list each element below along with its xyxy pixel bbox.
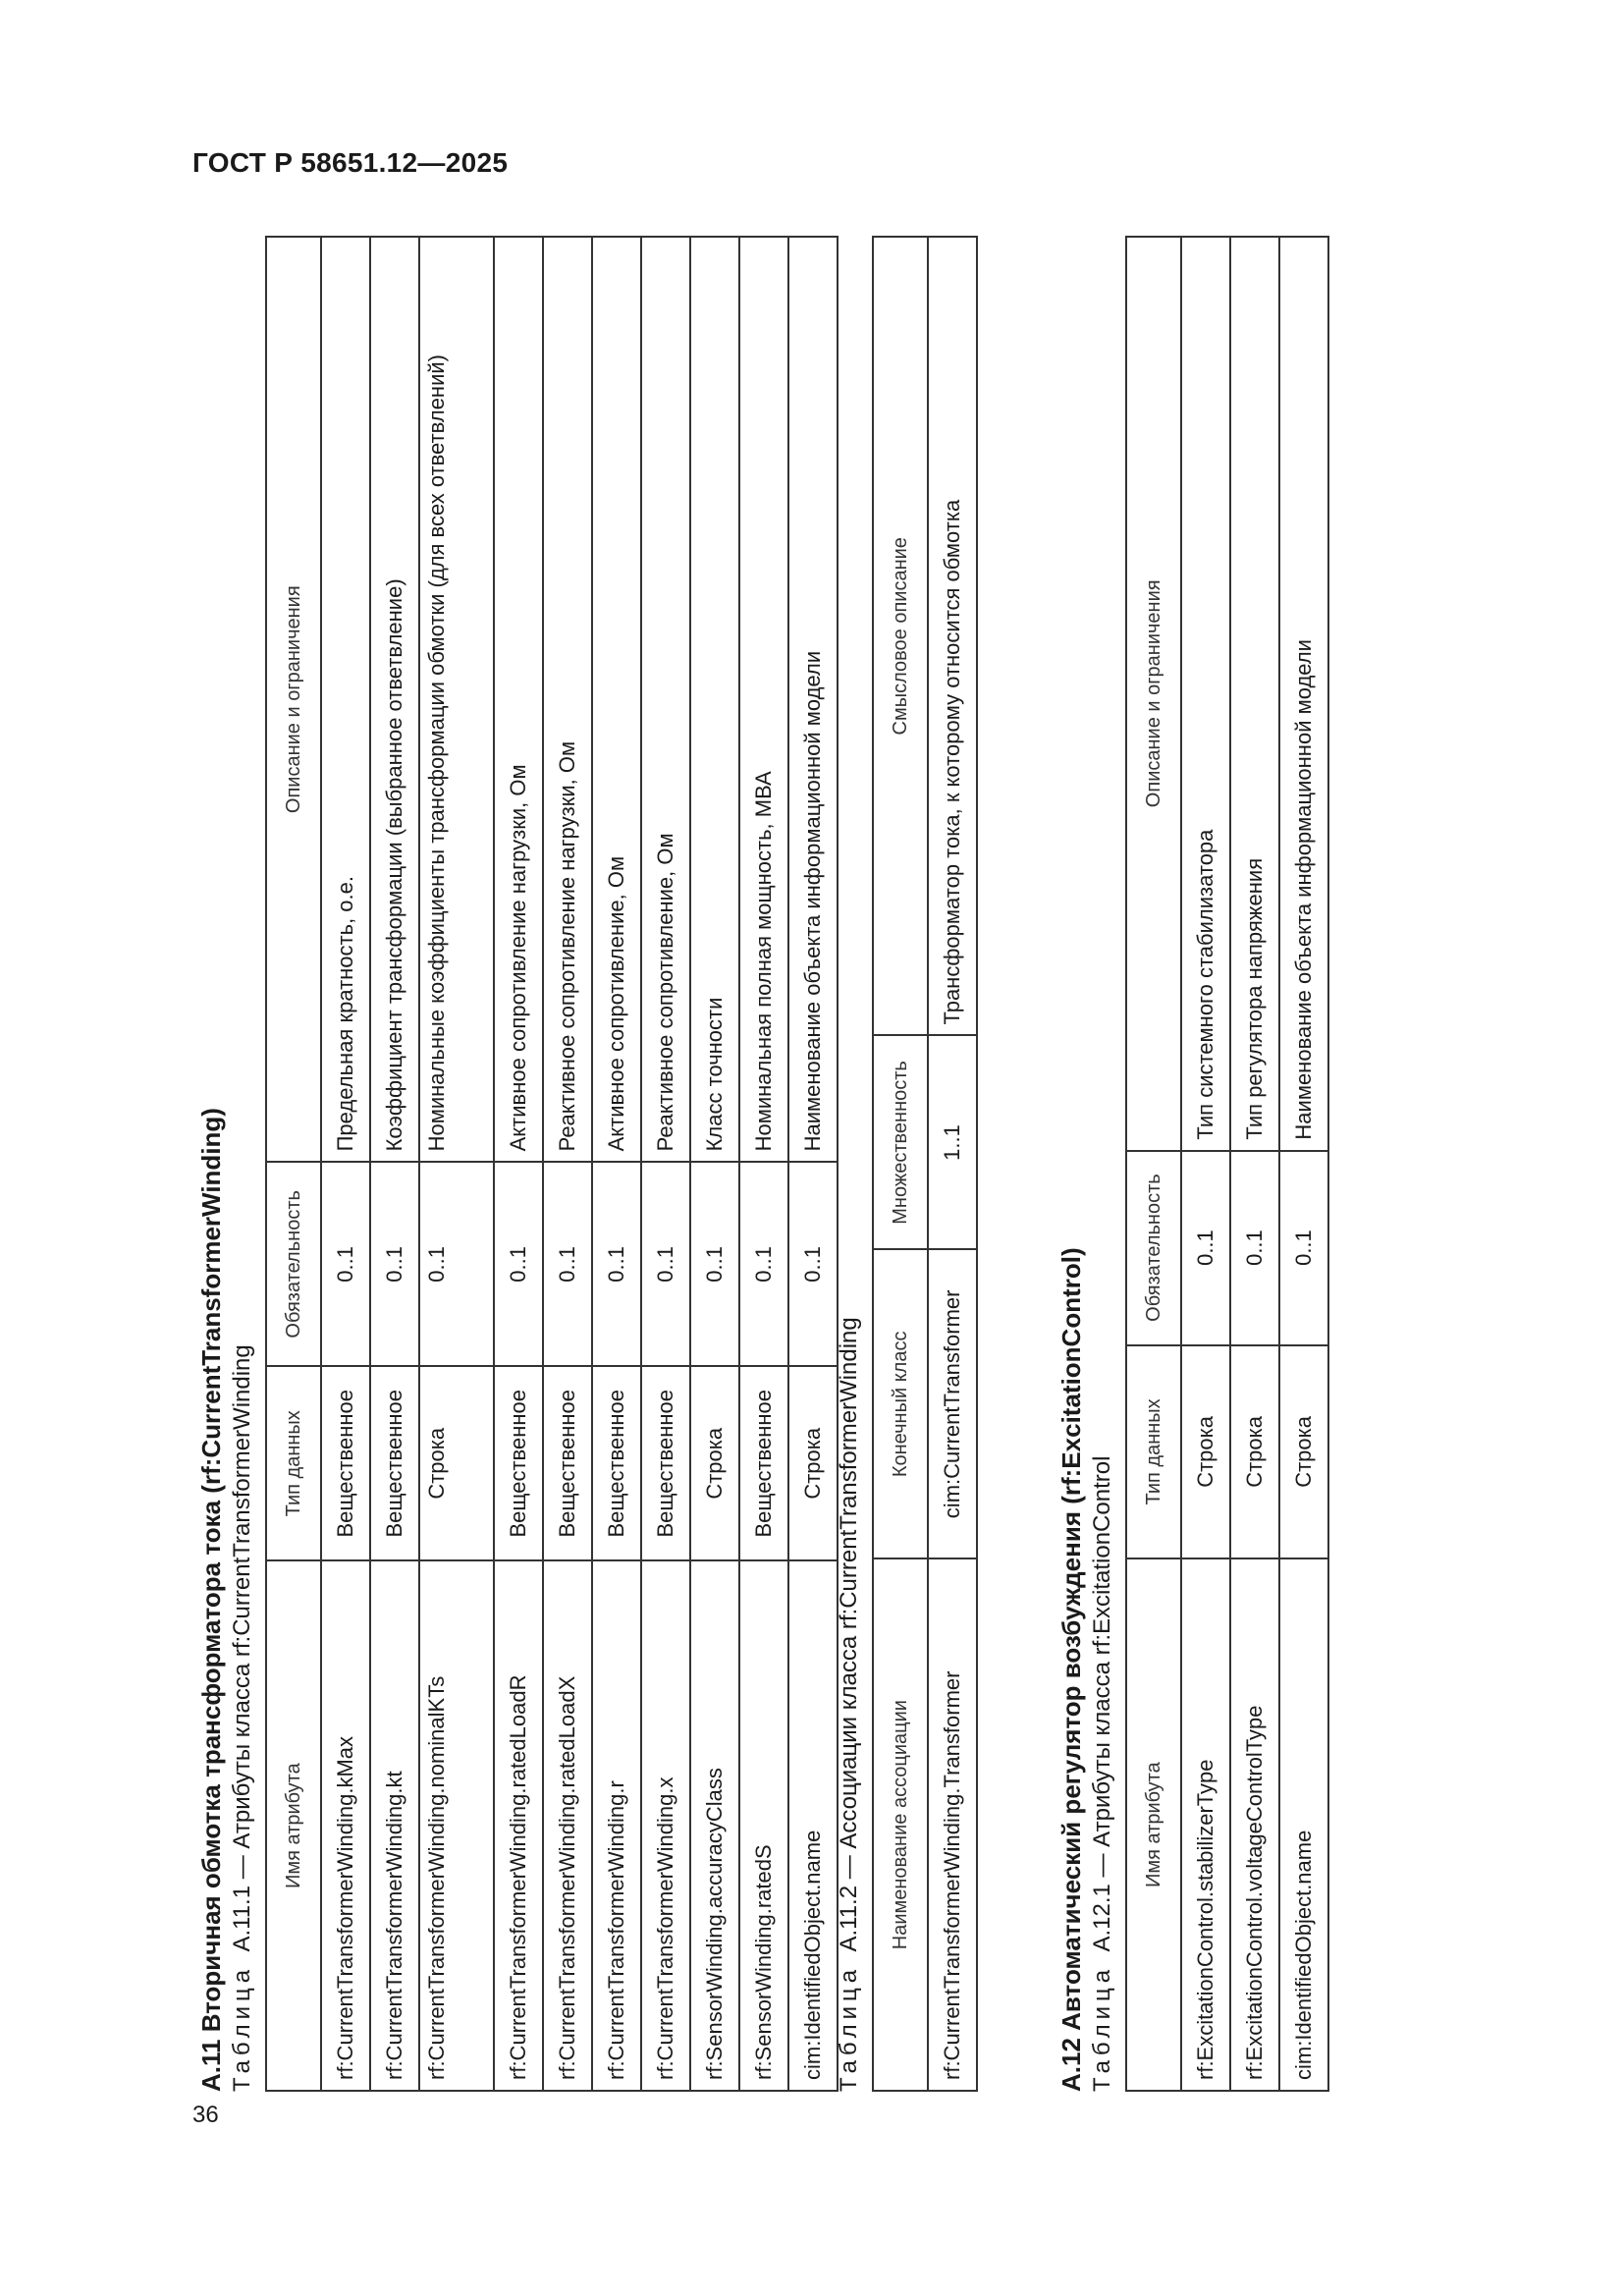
caption-text: А.11.1 — Атрибуты класса rf:CurrentTransformerWinding bbox=[229, 1344, 255, 1952]
table-row bbox=[1279, 237, 1328, 2091]
table-row bbox=[928, 237, 977, 2091]
description-cell: Предельная кратность, о.е. bbox=[321, 237, 370, 1162]
description-cell: Номинальные коэффициенты трансформации обмотки (для всех ответвлений) bbox=[419, 237, 494, 1162]
data-type-cell: Вещественное bbox=[641, 1366, 690, 1560]
data-type-cell: Вещественное bbox=[592, 1366, 641, 1560]
attribute-name-cell: rf:ExcitationControl.stabilizerType bbox=[1181, 1558, 1230, 2091]
column-header: Смысловое описание bbox=[873, 237, 928, 1036]
table-caption bbox=[835, 236, 864, 2092]
caption-prefix: Таблица bbox=[229, 1964, 255, 2092]
attribute-name-cell: rf:CurrentTransformerWinding.kMax bbox=[321, 1560, 370, 2091]
column-header: Имя атрибута bbox=[266, 1560, 321, 2091]
page-number: 36 bbox=[192, 2102, 219, 2128]
associations-table-a11-2 bbox=[872, 236, 978, 2092]
table-row bbox=[543, 237, 592, 2091]
data-type-cell: Вещественное bbox=[739, 1366, 788, 1560]
table-row bbox=[494, 237, 543, 2091]
attribute-name-cell: rf:CurrentTransformerWinding.nominalKTs bbox=[419, 1560, 494, 2091]
table-row bbox=[1181, 237, 1230, 2091]
multiplicity-cell: 0..1 bbox=[419, 1162, 494, 1366]
data-type-cell: Строка bbox=[690, 1366, 739, 1560]
data-type-cell: Строка bbox=[1230, 1345, 1279, 1559]
description-cell: Реактивное сопротивление нагрузки, Ом bbox=[543, 237, 592, 1162]
attribute-name-cell: rf:CurrentTransformerWinding.ratedLoadR bbox=[494, 1560, 543, 2091]
attributes-table-a11-1 bbox=[265, 236, 839, 2092]
target-class-cell: cim:CurrentTransformer bbox=[928, 1249, 977, 1558]
description-cell: Коэффициент трансформации (выбранное ответвление) bbox=[370, 237, 419, 1162]
table-row bbox=[641, 237, 690, 2091]
attribute-name-cell: rf:CurrentTransformerWinding.ratedLoadX bbox=[543, 1560, 592, 2091]
multiplicity-cell: 0..1 bbox=[370, 1162, 419, 1366]
data-type-cell: Строка bbox=[419, 1366, 494, 1560]
data-type-cell: Вещественное bbox=[321, 1366, 370, 1560]
table-row bbox=[370, 237, 419, 2091]
attribute-name-cell: rf:ExcitationControl.voltageControlType bbox=[1230, 1558, 1279, 2091]
column-header: Конечный класс bbox=[873, 1249, 928, 1558]
multiplicity-cell: 1..1 bbox=[928, 1036, 977, 1250]
table-row bbox=[788, 237, 838, 2091]
data-type-cell: Вещественное bbox=[494, 1366, 543, 1560]
description-cell: Реактивное сопротивление, Ом bbox=[641, 237, 690, 1162]
table-header-row bbox=[1126, 237, 1181, 2091]
description-cell: Класс точности bbox=[690, 237, 739, 1162]
column-header: Описание и ограничения bbox=[266, 237, 321, 1162]
section-a11 bbox=[196, 236, 839, 2092]
table-row bbox=[690, 237, 739, 2091]
table-caption bbox=[1088, 236, 1117, 2092]
column-header: Множественность bbox=[873, 1036, 928, 1250]
table-header-row bbox=[266, 237, 321, 2091]
caption-prefix: Таблица bbox=[836, 1964, 862, 2092]
multiplicity-cell: 0..1 bbox=[1181, 1151, 1230, 1345]
column-header: Тип данных bbox=[266, 1366, 321, 1560]
table-row bbox=[321, 237, 370, 2091]
column-header: Обязательность bbox=[266, 1162, 321, 1366]
data-type-cell: Строка bbox=[1181, 1345, 1230, 1559]
description-cell: Активное сопротивление, Ом bbox=[592, 237, 641, 1162]
multiplicity-cell: 0..1 bbox=[321, 1162, 370, 1366]
multiplicity-cell: 0..1 bbox=[739, 1162, 788, 1366]
caption-text: А.11.2 — Ассоциации класса rf:CurrentTransformerWinding bbox=[836, 1317, 862, 1952]
multiplicity-cell: 0..1 bbox=[690, 1162, 739, 1366]
section-title: А.12 Автоматический регулятор возбуждения (rf:ExcitationControl) bbox=[1056, 1247, 1086, 2092]
association-name-cell: rf:CurrentTransformerWinding.Transformer bbox=[928, 1558, 977, 2091]
document-header: ГОСТ Р 58651.12—2025 bbox=[192, 147, 509, 178]
multiplicity-cell: 0..1 bbox=[1279, 1151, 1328, 1345]
attribute-name-cell: rf:SensorWinding.accuracyClass bbox=[690, 1560, 739, 2091]
table-row bbox=[592, 237, 641, 2091]
multiplicity-cell: 0..1 bbox=[494, 1162, 543, 1366]
description-cell: Тип регулятора напряжения bbox=[1230, 237, 1279, 1151]
column-header: Наименование ассоциации bbox=[873, 1558, 928, 2091]
attribute-name-cell: rf:CurrentTransformerWinding.x bbox=[641, 1560, 690, 2091]
attribute-name-cell: cim:IdentifiedObject.name bbox=[788, 1560, 838, 2091]
attribute-name-cell: rf:CurrentTransformerWinding.r bbox=[592, 1560, 641, 2091]
section-a11-associations bbox=[833, 236, 978, 2092]
description-cell: Активное сопротивление нагрузки, Ом bbox=[494, 237, 543, 1162]
attributes-table-a12-1 bbox=[1125, 236, 1329, 2092]
description-cell: Наименование объекта информационной модели bbox=[788, 237, 838, 1162]
data-type-cell: Вещественное bbox=[543, 1366, 592, 1560]
description-cell: Трансформатор тока, к которому относится обмотка bbox=[928, 237, 977, 1036]
table-caption bbox=[228, 236, 257, 2092]
attribute-name-cell: rf:SensorWinding.ratedS bbox=[739, 1560, 788, 2091]
data-type-cell: Строка bbox=[788, 1366, 838, 1560]
caption-text: А.12.1 — Атрибуты класса rf:ExcitationControl bbox=[1089, 1455, 1115, 1952]
multiplicity-cell: 0..1 bbox=[641, 1162, 690, 1366]
column-header: Описание и ограничения bbox=[1126, 237, 1181, 1151]
description-cell: Тип системного стабилизатора bbox=[1181, 237, 1230, 1151]
section-a12 bbox=[1056, 236, 1329, 2092]
description-cell: Номинальная полная мощность, МВА bbox=[739, 237, 788, 1162]
section-title: А.11 Вторичная обмотка трансформатора тока (rf:CurrentTransformerWinding) bbox=[196, 1108, 226, 2092]
table-header-row bbox=[873, 237, 928, 2091]
multiplicity-cell: 0..1 bbox=[543, 1162, 592, 1366]
multiplicity-cell: 0..1 bbox=[592, 1162, 641, 1366]
rotated-content bbox=[196, 236, 1384, 2092]
caption-prefix: Таблица bbox=[1089, 1964, 1115, 2092]
column-header: Обязательность bbox=[1126, 1151, 1181, 1345]
description-cell: Наименование объекта информационной модели bbox=[1279, 237, 1328, 1151]
table-row bbox=[739, 237, 788, 2091]
attribute-name-cell: rf:CurrentTransformerWinding.kt bbox=[370, 1560, 419, 2091]
column-header: Имя атрибута bbox=[1126, 1558, 1181, 2091]
table-row bbox=[1230, 237, 1279, 2091]
column-header: Тип данных bbox=[1126, 1345, 1181, 1559]
attribute-name-cell: cim:IdentifiedObject.name bbox=[1279, 1558, 1328, 2091]
data-type-cell: Строка bbox=[1279, 1345, 1328, 1559]
multiplicity-cell: 0..1 bbox=[788, 1162, 838, 1366]
multiplicity-cell: 0..1 bbox=[1230, 1151, 1279, 1345]
data-type-cell: Вещественное bbox=[370, 1366, 419, 1560]
table-row bbox=[419, 237, 494, 2091]
